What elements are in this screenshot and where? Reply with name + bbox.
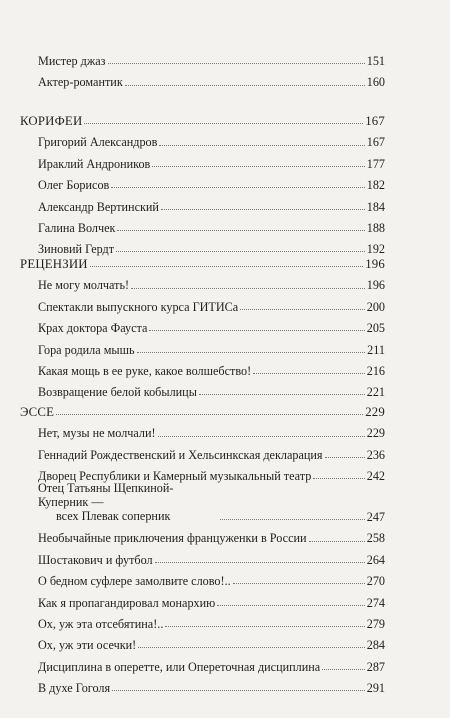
toc-entry (20, 170, 385, 191)
toc-entry-title: Актер-романтик (38, 75, 123, 90)
toc-entry (20, 566, 385, 587)
toc-entry-page: 151 (366, 54, 385, 69)
toc-entry (20, 673, 385, 694)
toc-entry-page: 247 (366, 510, 385, 525)
toc-entry-page: 196 (366, 278, 385, 293)
dot-leader (125, 84, 365, 86)
toc-entry (20, 461, 385, 482)
toc-entry-title: Геннадий Рождественский и Хельсинкская декларация (38, 447, 323, 462)
dot-leader (137, 351, 365, 353)
toc-section (20, 397, 385, 418)
toc-entry-title: Ираклий Андроников (38, 156, 151, 171)
toc-section-page: 196 (365, 256, 385, 271)
toc-entry-title: Какая мощь в ее руке, какое волшебство! (38, 363, 252, 378)
toc-entry-page: 182 (366, 178, 385, 193)
toc-entry-title: Ох, уж эта отсебятина!.. (38, 616, 164, 631)
toc-section-title: РЕЦЕНЗИИ (20, 256, 88, 271)
toc-entry-page: 160 (366, 75, 385, 90)
toc-entry (20, 292, 385, 313)
dot-leader (158, 435, 365, 437)
toc-entry-title: Нет, музы не молчали! (38, 426, 156, 441)
toc-entry (20, 587, 385, 608)
dot-leader (90, 265, 363, 267)
toc-entry (20, 149, 385, 170)
toc-section (20, 106, 385, 127)
toc-entry-title: Спектакли выпускного курса ГИТИСа (38, 299, 239, 314)
toc-entry-title: Не могу молчать! (38, 278, 130, 293)
dot-leader (322, 668, 365, 670)
toc-group-esse (20, 397, 385, 694)
toc-entry-page: 258 (366, 531, 385, 546)
dot-leader (165, 625, 364, 627)
toc-entry (20, 313, 385, 334)
dot-leader (155, 561, 365, 563)
toc-entry-page: 184 (366, 199, 385, 214)
toc-entry-title: Ох, уж эти осечки! (38, 638, 137, 653)
toc-entry-page: 287 (366, 659, 385, 674)
toc-entry-title: Александр Вертинский (38, 199, 159, 214)
toc-entry-title: Галина Волчек (38, 220, 116, 235)
toc-entry-page: 264 (366, 552, 385, 567)
toc-entry-title: Возвращение белой кобылицы (38, 385, 197, 400)
toc-entry (20, 213, 385, 234)
toc-entry (20, 356, 385, 377)
toc-entry-page: 177 (366, 156, 385, 171)
toc-entry-page: 200 (366, 299, 385, 314)
toc-entry-page: 229 (366, 426, 385, 441)
dot-leader (111, 186, 364, 188)
dot-leader (253, 372, 365, 374)
toc-entry-title (38, 482, 218, 523)
toc-entry (20, 270, 385, 291)
toc-entry-page: 211 (367, 342, 385, 357)
toc-entry-title: Зиновий Гердт (38, 242, 115, 257)
toc-entry (20, 651, 385, 672)
toc-entry-multiline (20, 482, 385, 523)
toc-entry (20, 46, 385, 67)
toc-entry-title: Шостакович и футбол (38, 552, 153, 567)
toc-entry-title: Как я пропагандировал монархию (38, 595, 216, 610)
toc-group-intro (20, 46, 385, 89)
toc-entry (20, 67, 385, 88)
toc-entry-page: 236 (366, 447, 385, 462)
toc-entry-page: 205 (366, 321, 385, 336)
toc-entry (20, 334, 385, 355)
dot-leader (313, 477, 364, 479)
toc-entry (20, 191, 385, 212)
toc-entry (20, 440, 385, 461)
toc-entry-title: О бедном суфлере замолвите слово!.. (38, 574, 231, 589)
toc-entry-page: 167 (366, 135, 385, 150)
toc-entry-title: Гора родила мышь (38, 342, 135, 357)
toc-entry-page: 216 (366, 363, 385, 378)
dot-leader (161, 208, 365, 210)
toc-entry (20, 418, 385, 439)
toc-section-title: КОРИФЕИ (20, 113, 83, 128)
dot-leader (325, 456, 365, 458)
toc-entry (20, 127, 385, 148)
toc-entry-title-line-2: всех Плевак соперник (56, 508, 171, 523)
dot-leader (199, 393, 365, 395)
dot-leader (159, 144, 364, 146)
toc-entry-page: 279 (366, 616, 385, 631)
toc-entry-page: 242 (366, 469, 385, 484)
toc-section (20, 249, 385, 270)
toc-entry-title-line-1: Отец Татьяны Щепкиной-Куперник — (38, 481, 174, 510)
toc-entry (20, 630, 385, 651)
toc-entry-page: 274 (366, 595, 385, 610)
toc-entry-title: Дворец Республики и Камерный музыкальный театр (38, 469, 312, 484)
toc-entry-title: Крах доктора Фауста (38, 321, 148, 336)
toc-section-page: 167 (365, 113, 385, 128)
dot-leader (56, 413, 363, 415)
toc-entry (20, 523, 385, 544)
toc-group-korifei (20, 106, 385, 255)
toc-entry-page: 188 (366, 220, 385, 235)
toc-entry-title: Необычайные приключения француженки в России (38, 531, 307, 546)
dot-leader (117, 229, 364, 231)
toc-entry (20, 377, 385, 398)
toc-entry-page: 270 (366, 574, 385, 589)
dot-leader (84, 122, 363, 124)
toc-entry (20, 609, 385, 630)
toc-entry-title: Олег Борисов (38, 178, 110, 193)
dot-leader (309, 540, 365, 542)
dot-leader (112, 689, 365, 691)
dot-leader (138, 646, 365, 648)
toc-section-title: ЭССЕ (20, 404, 55, 419)
toc-section-page: 229 (365, 404, 385, 419)
toc-entry-title: В духе Гоголя (38, 680, 111, 695)
toc-entry-title: Дисциплина в оперетте, или Опереточная дисциплина (38, 659, 321, 674)
dot-leader (220, 518, 365, 520)
dot-leader (131, 287, 365, 289)
toc-entry-page: 221 (366, 385, 385, 400)
dot-leader (108, 62, 365, 64)
dot-leader (149, 329, 364, 331)
toc-entry (20, 545, 385, 566)
toc-entry-title: Григорий Александров (38, 135, 158, 150)
toc-entry-title: Мистер джаз (38, 54, 106, 69)
toc-entry-page: 192 (366, 242, 385, 257)
dot-leader (217, 604, 364, 606)
toc-group-retsenzii (20, 249, 385, 398)
dot-leader (152, 165, 364, 167)
dot-leader (240, 308, 365, 310)
toc-entry-page: 291 (366, 680, 385, 695)
toc-entry-page: 284 (366, 638, 385, 653)
dot-leader (233, 582, 365, 584)
